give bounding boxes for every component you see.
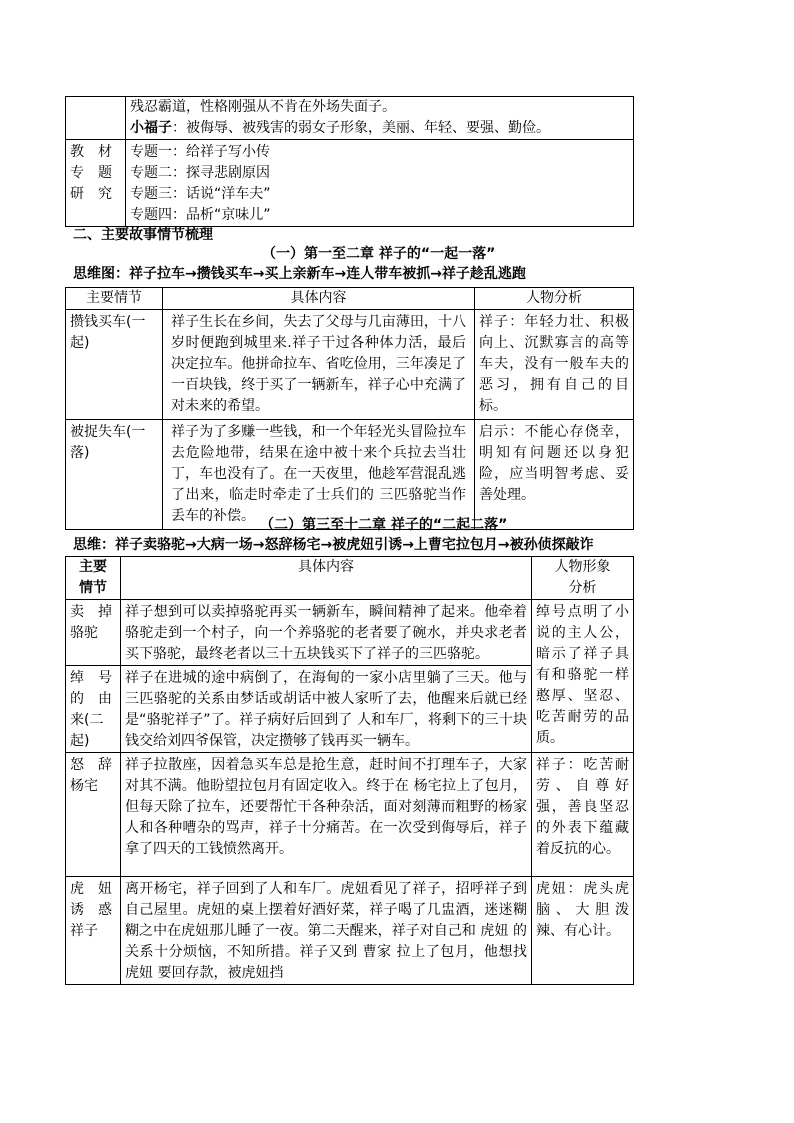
analysis-cell: 启示：不能心存侥幸，明知有问题还以身犯险，应当明智考虑、妥善处理。 — [475, 420, 634, 530]
list-item: 专题四：品析“京味儿” — [130, 207, 271, 223]
table-row — [66, 140, 634, 227]
table-row — [66, 420, 634, 530]
column-header: 人物分析 — [475, 288, 634, 310]
analysis-cell: 虎妞：虎头虎脑、大胆泼辣、有心计。 — [532, 877, 634, 985]
content-cell: 祥子想到可以卖掉骆驼再买一辆新车，瞬间精神了起来。他牵着骆驼走到一个村子，向一个养骆驼的老者要了碗水，并央求老者买下骆驼，最终老者以三十五块钱买下了祥子的三匹骆驼。 — [121, 600, 532, 666]
column-header: 主要 情节 — [66, 557, 121, 600]
topic-list — [126, 140, 634, 227]
column-header: 具体内容 — [163, 288, 475, 310]
table-row — [66, 753, 634, 877]
table-header-row — [66, 288, 634, 310]
content-cell: 祥子在进城的途中病倒了，在海甸的一家小店里躺了三天。他与三匹骆驼的关系由梦话或胡话中被人家听了去，他醒来后就已经是“骆驼祥子”了。祥子病好后回到了 人和车厂，将剩下的三十块钱交给刘四爷保管，决定攒够了钱再买一辆车。 — [121, 666, 532, 753]
table-row — [66, 97, 634, 140]
plot-cell: 卖 掉 骆驼 — [66, 600, 121, 666]
part1-mindmap: 思维图：祥子拉车→攒钱买车→买上亲新车→连人带车被抓→祥子趁乱逃跑 — [73, 266, 526, 282]
xiaofuzi-label: 小福子 — [130, 120, 172, 136]
list-item: 专题一：给祥子写小传 — [130, 144, 270, 160]
part1-subtitle: （一）第一至二章 祥子的“一起一落” — [262, 246, 496, 262]
part2-subtitle: （二）第三至十二章 祥子的“二起二落” — [260, 517, 508, 533]
table-row — [66, 877, 634, 985]
continued-line: 残忍霸道，性格刚强从不肯在外场失面子。 — [130, 99, 396, 115]
part2-table — [65, 556, 634, 985]
plot-cell: 虎 妞 诱 惑 祥子 — [66, 877, 121, 985]
content-cell: 祥子为了多赚一些钱，和一个年轻光头冒险拉车去危险地带，结果在途中被十来个兵拉去当壮丁，车也没有了。在一天夜里，他趁军营混乱逃了出来，临走时牵走了士兵们的 三匹骆驼当作丢车的补偿。 — [163, 420, 475, 530]
analysis-cell: 祥子：吃苦耐劳、自尊好强，善良坚忍的外表下蕴藏着反抗的心。 — [532, 753, 634, 877]
analysis-cell: 祥子：年轻力壮、积极向上、沉默寡言的高等车夫，没有一般车夫的恶习，拥有自己的目标。 — [475, 310, 634, 420]
plot-cell: 被捉失车(一落) — [66, 420, 163, 530]
table-row — [66, 310, 634, 420]
analysis-cell: 绰号点明了小说的主人公，暗示了祥子具有和骆驼一样憨厚、坚忍、吃苦耐劳的品质。 — [532, 600, 634, 753]
character-notes-cell — [126, 97, 634, 140]
column-header: 具体内容 — [121, 557, 532, 600]
topic-research-table — [65, 96, 634, 227]
section-heading: 二、主要故事情节梳理 — [73, 227, 213, 243]
plot-cell: 绰 号 的 由 来(二 起) — [66, 666, 121, 753]
empty-cell — [66, 97, 126, 140]
content-cell: 祥子生长在乡间，失去了父母与几亩薄田，十八岁时便跑到城里来.祥子干过各种体力活，最后决定拉车。他拼命拉车、省吃俭用，三年凑足了 一百块钱，终于买了一辆新车，祥子心中充满了对未来的希望。 — [163, 310, 475, 420]
plot-cell: 怒 辞 杨宅 — [66, 753, 121, 877]
xiaofuzi-text: ：被侮辱、被残害的弱女子形象，美丽、年轻、要强、勤俭。 — [172, 120, 550, 136]
table-row — [66, 600, 634, 666]
list-item: 专题三：话说“洋车夫” — [130, 186, 271, 202]
content-cell: 祥子拉散座，因着急买车总是抢生意，赶时间不打理车子，大家对其不满。他盼望拉包月有固定收入。终于在 杨宅拉上了包月，但每天除了拉车，还要帮忙干各种杂活，面对刻薄而粗野的杨家人和各种嘈杂的骂声，祥子十分痛苦。在一次受到侮辱后，祥子拿了四天的工钱愤然离开。 — [121, 753, 532, 877]
table-header-row — [66, 557, 634, 600]
content-cell: 离开杨宅，祥子回到了人和车厂。虎妞看见了祥子，招呼祥子到自己屋里。虎妞的桌上摆着好酒好菜，祥子喝了几盅酒，迷迷糊糊之中在虎妞那儿睡了一夜。第二天醒来，祥子对自己和 虎妞 的关系十分烦恼，不知所措。祥子又到 曹家 拉上了包月，他想找 虎妞 要回存款，被虎妞挡 — [121, 877, 532, 985]
column-header: 人物形象 分析 — [532, 557, 634, 600]
list-item: 专题二：探寻悲剧原因 — [130, 165, 270, 181]
part1-table — [65, 287, 634, 530]
part2-mindmap: 思维：祥子卖骆驼→大病一场→怒辞杨宅→被虎妞引诱→上曹宅拉包月→被孙侦探敲诈 — [73, 537, 594, 553]
column-header: 主要情节 — [66, 288, 163, 310]
research-label: 教 材 专 题 研 究 — [66, 140, 126, 227]
plot-cell: 攒钱买车(一起) — [66, 310, 163, 420]
